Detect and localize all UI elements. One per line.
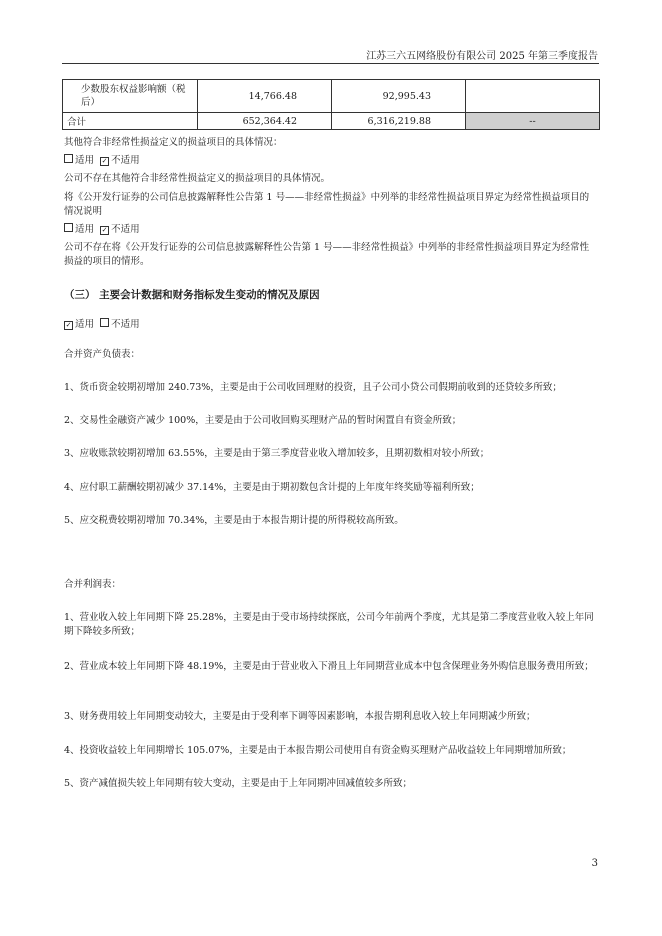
- checkbox-unchecked-icon: [64, 154, 73, 163]
- s2-intro: 将《公开发行证券的公司信息披露解释性公告第 1 号——非经常性损益》中列举的非经常性损益项目界定为经常性损益项目的情况说明: [64, 192, 590, 217]
- row-label: 少数股东权益影响额（税后）: [63, 80, 198, 113]
- checkbox-checked-icon: ✓: [101, 226, 108, 234]
- cell-value: --: [466, 113, 600, 130]
- list-item: 3、财务费用较上年同期变动较大，主要是由于受利率下调等因素影响，本报告期利息收入较上年同期减少所致；: [64, 711, 536, 722]
- option-label: 不适用: [111, 224, 140, 235]
- list-item: 4、应付职工薪酬较期初减少 37.14%，主要是由于期初数包含计提的上年度年终奖励等福利所致；: [64, 482, 480, 493]
- list-item: 3、应收账款较期初增加 63.55%，主要是由于第三季度营业收入增加较多，且期初数相对较小所致；: [64, 448, 490, 459]
- checkbox-checked-icon: ✓: [101, 157, 108, 165]
- list-item: 5、应交税费较期初增加 70.34%，主要是由于本报告期计提的所得税较高所致。: [64, 515, 404, 526]
- section-title: （三） 主要会计数据和财务指标发生变动的情况及原因: [64, 289, 320, 301]
- balance-sheet-title: 合并资产负债表：: [64, 349, 141, 360]
- list-item: 1、营业收入较上年同期下降 25.28%，主要是由于受市场持续探底，公司今年前两个季度，尤其是第二季度营业收入较上年同期下降较多所致；: [64, 612, 594, 637]
- s1-intro: 其他符合非经常性损益定义的损益项目的具体情况：: [64, 137, 283, 148]
- s1-text: 公司不存在其他符合非经常性损益定义的损益项目的具体情况。: [64, 173, 331, 184]
- cell-value: 14,766.48: [198, 80, 332, 113]
- table-row: [63, 113, 600, 130]
- checkbox-checked-icon: ✓: [65, 321, 72, 329]
- section3-options: [64, 318, 596, 332]
- non-recurring-gains-table: [62, 79, 600, 130]
- checkbox-unchecked-icon: [64, 223, 73, 232]
- cell-value: 652,364.42: [198, 113, 332, 130]
- option-label: 适用: [75, 319, 95, 330]
- s1-options: [64, 154, 596, 168]
- page-number: 3: [591, 858, 598, 869]
- option-label: 不适用: [111, 319, 140, 330]
- list-item: 1、货币资金较期初增加 240.73%，主要是由于公司收回理财的投资，且子公司小贷公司假期前收到的还贷较多所致；: [64, 382, 562, 393]
- cell-value: [466, 80, 600, 113]
- list-item: 2、营业成本较上年同期下降 48.19%，主要是由于营业收入下滑且上年同期营业成本中包含保理业务外购信息服务费用所致；: [64, 661, 594, 672]
- page-header: 江苏三六五网络股份有限公司 2025 年第三季度报告: [366, 51, 598, 62]
- cell-value: 92,995.43: [332, 80, 466, 113]
- list-item: 2、交易性金融资产减少 100%，主要是由于公司收回购买理财产品的暂时闲置自有资金所致；: [64, 415, 462, 426]
- option-label: 不适用: [111, 155, 140, 166]
- table-row: [63, 80, 600, 113]
- checkbox-unchecked-icon: [100, 318, 109, 327]
- income-statement-title: 合并利润表：: [64, 579, 122, 590]
- s2-options: [64, 223, 596, 237]
- option-label: 适用: [75, 224, 95, 235]
- cell-value: 6,316,219.88: [332, 113, 466, 130]
- header-rule: [62, 63, 599, 64]
- s2-text: 公司不存在将《公开发行证券的公司信息披露解释性公告第 1 号——非经常性损益》中列举的非经常性损益项目界定为经常性损益的项目的情形。: [64, 242, 590, 267]
- list-item: 5、资产减值损失较上年同期有较大变动，主要是由于上年同期冲回减值较多所致；: [64, 778, 413, 789]
- option-label: 适用: [75, 155, 95, 166]
- row-label: 合计: [63, 113, 198, 130]
- list-item: 4、投资收益较上年同期增长 105.07%，主要是由于本报告期公司使用自有资金购买理财产品收益较上年同期增加所致；: [64, 745, 572, 756]
